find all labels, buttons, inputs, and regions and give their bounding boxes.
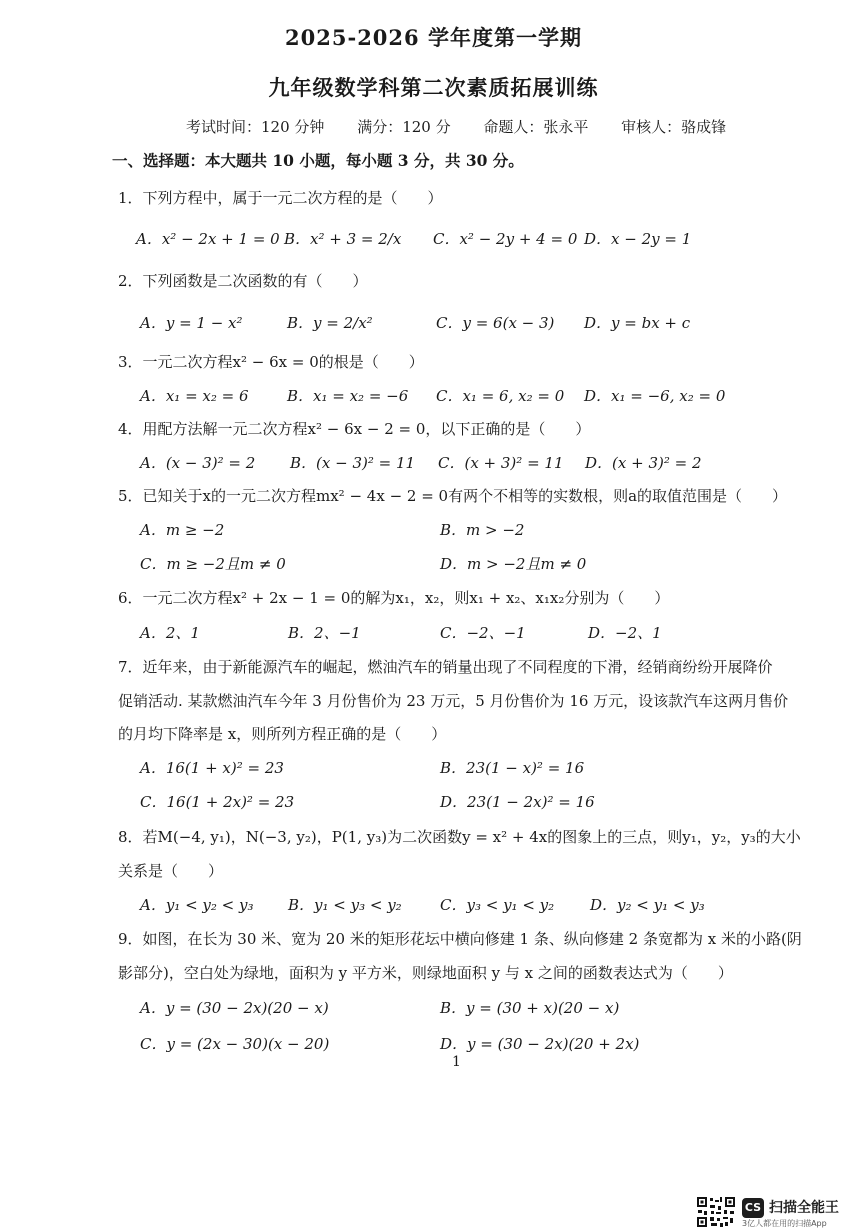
- q6-option-d: D．−2、1: [588, 624, 662, 642]
- q8-option-b: B．y₁ < y₃ < y₂: [288, 896, 402, 914]
- exam-title: 九年级数学科第二次素质拓展训练: [268, 75, 599, 100]
- q2-stem: 2．下列函数是二次函数的有（ ）: [118, 272, 368, 290]
- q9-option-b: B．y = (30 + x)(20 − x): [440, 999, 620, 1017]
- q3-option-a: A．x₁ = x₂ = 6: [140, 387, 249, 405]
- q9-option-c: C．y = (2x − 30)(x − 20): [140, 1035, 330, 1053]
- camscanner-tagline: 3亿人都在用的扫描App: [742, 1219, 827, 1228]
- q7-option-c: C．16(1 + 2x)² = 23: [140, 793, 295, 811]
- q5-option-a: A．m ≥ −2: [140, 521, 225, 539]
- q1-stem: 1．下列方程中，属于一元二次方程的是（ ）: [118, 189, 443, 207]
- q7-stem-line2: 促销活动. 某款燃油汽车今年 3 月份售价为 23 万元，5 月份售价为 16 万元，设该款汽车这两月售价: [118, 692, 789, 710]
- q1-option-a: A．x² − 2x + 1 = 0: [136, 230, 280, 248]
- camscanner-logo: CS: [742, 1198, 764, 1218]
- q2-option-a: A．y = 1 − x²: [140, 314, 243, 332]
- q9-stem-line2: 影部分)，空白处为绿地，面积为 y 平方米，则绿地面积 y 与 x 之间的函数表达式为（ ）: [118, 964, 733, 982]
- q1-option-b: B．x² + 3 = 2/x: [284, 230, 402, 248]
- q6-option-c: C．−2、−1: [440, 624, 526, 642]
- q2-option-b: B．y = 2/x²: [287, 314, 373, 332]
- q4-option-c: C．(x + 3)² = 11: [438, 454, 564, 472]
- q7-stem-line3: 的月均下降率是 x，则所列方程正确的是（ ）: [118, 725, 447, 743]
- q2-option-d: D．y = bx + c: [584, 314, 691, 332]
- q5-option-b: B．m > −2: [440, 521, 525, 539]
- q9-option-d: D．y = (30 − 2x)(20 + 2x): [440, 1035, 640, 1053]
- q2-option-c: C．y = 6(x − 3): [436, 314, 555, 332]
- q1-option-c: C．x² − 2y + 4 = 0: [433, 230, 578, 248]
- exam-reviewer: 审核人：骆成锋: [621, 118, 727, 136]
- q4-option-a: A．(x − 3)² = 2: [140, 454, 256, 472]
- q5-stem: 5．已知关于x的一元二次方程mx² − 4x − 2 = 0有两个不相等的实数根，则a的取值范围是（ ）: [118, 487, 788, 505]
- q4-option-b: B．(x − 3)² = 11: [290, 454, 416, 472]
- q9-stem-line1: 9．如图，在长为 30 米、宽为 20 米的矩形花坛中横向修建 1 条、纵向修建 2 条宽都为 x 米的小路(阴: [118, 930, 802, 948]
- scanner-watermark: [696, 1196, 861, 1226]
- q6-option-b: B．2、−1: [288, 624, 361, 642]
- exam-term-title: 2025-2026 学年度第一学期: [285, 25, 582, 50]
- exam-duration: 考试时间：120 分钟: [186, 118, 325, 136]
- q5-option-d: D．m > −2且m ≠ 0: [440, 555, 587, 573]
- camscanner-name: 扫描全能王: [769, 1200, 839, 1216]
- section-heading: 一、选择题：本大题共 10 小题，每小题 3 分，共 30 分。: [112, 151, 524, 170]
- q3-option-b: B．x₁ = x₂ = −6: [287, 387, 409, 405]
- q7-option-d: D．23(1 − 2x)² = 16: [440, 793, 595, 811]
- q5-option-c: C．m ≥ −2且m ≠ 0: [140, 555, 286, 573]
- q9-option-a: A．y = (30 − 2x)(20 − x): [140, 999, 329, 1017]
- q7-option-a: A．16(1 + x)² = 23: [140, 759, 284, 777]
- q4-option-d: D．(x + 3)² = 2: [585, 454, 702, 472]
- q7-stem-line1: 7．近年来，由于新能源汽车的崛起，燃油汽车的销量出现了不同程度的下滑，经销商纷纷开展降价: [118, 658, 773, 676]
- exam-full-score: 满分：120 分: [357, 118, 451, 136]
- q3-option-d: D．x₁ = −6, x₂ = 0: [584, 387, 726, 405]
- q3-stem: 3．一元二次方程x² − 6x = 0的根是（ ）: [118, 353, 424, 371]
- q8-option-d: D．y₂ < y₁ < y₃: [590, 896, 705, 914]
- q1-option-d: D．x − 2y = 1: [584, 230, 692, 248]
- q4-stem: 4．用配方法解一元二次方程x² − 6x − 2 = 0，以下正确的是（ ）: [118, 420, 591, 438]
- q8-stem-line2: 关系是（ ）: [118, 862, 224, 880]
- q3-option-c: C．x₁ = 6, x₂ = 0: [436, 387, 565, 405]
- q7-option-b: B．23(1 − x)² = 16: [440, 759, 585, 777]
- exam-author: 命题人：张永平: [483, 118, 589, 136]
- q8-stem-line1: 8．若M(−4, y₁)，N(−3, y₂)，P(1, y₃)为二次函数y = x² + 4x的图象上的三点，则y₁，y₂，y₃的大小: [118, 828, 801, 846]
- q6-option-a: A．2、1: [140, 624, 200, 642]
- q8-option-a: A．y₁ < y₂ < y₃: [140, 896, 254, 914]
- page-number: 1: [452, 1054, 461, 1070]
- q8-option-c: C．y₃ < y₁ < y₂: [440, 896, 555, 914]
- qr-code-icon: [696, 1196, 736, 1228]
- q6-stem: 6．一元二次方程x² + 2x − 1 = 0的解为x₁，x₂，则x₁ + x₂、x₁x₂分别为（ ）: [118, 589, 670, 607]
- exam-info: [186, 116, 754, 137]
